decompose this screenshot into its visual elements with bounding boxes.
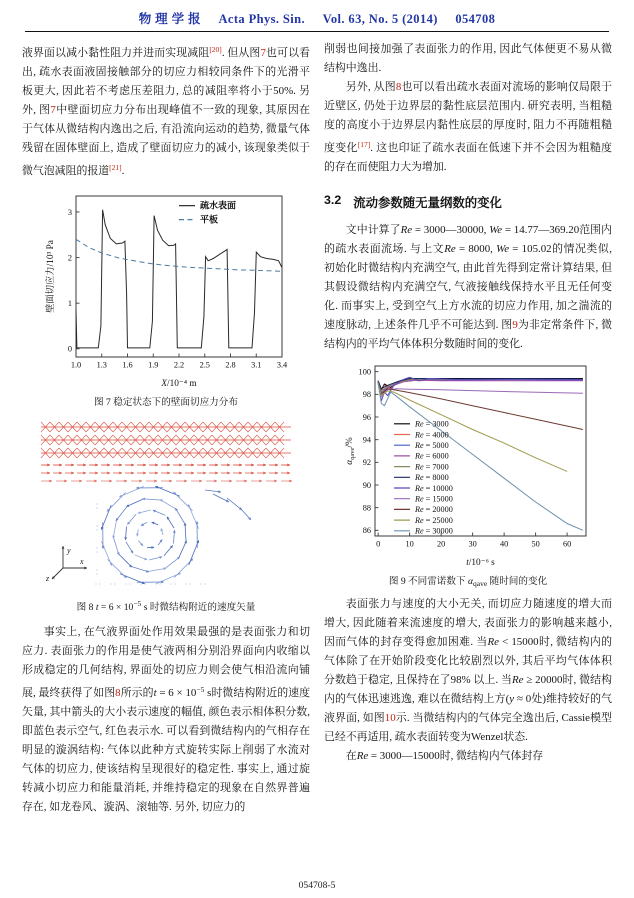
svg-text:10: 10: [405, 539, 414, 549]
paragraph-partial: 在Re = 3000—15000时, 微结构内气体封存: [345, 750, 544, 762]
svg-text:壁面切应力/10³ Pa: 壁面切应力/10³ Pa: [46, 240, 56, 313]
svg-text:98: 98: [362, 390, 371, 400]
svg-text:Re = 30000: Re = 30000: [414, 526, 453, 536]
paragraph: 另外, 从图8也可以看出疏水表面对流场的影响仅局限于近壁区, 仍处于边界层的黏性底层范围内. 研究表明, 当粗糙度的高度小于边界层内黏性底层的厚度时, 阻力不再随粗糙度变化[17]. 这也印证了疏水表面在低速下并不会因为粗糙度的存在而使阻力大为增加.: [324, 81, 612, 173]
svg-text:3.4: 3.4: [276, 360, 288, 370]
left-column: [22, 40, 310, 817]
svg-text:Re = 20000: Re = 20000: [414, 505, 453, 515]
right-column: [324, 40, 612, 817]
svg-text:30: 30: [468, 539, 477, 549]
svg-text:90: 90: [362, 480, 371, 490]
svg-text:1.3: 1.3: [96, 360, 107, 370]
page-number: 054708-5: [298, 880, 336, 891]
svg-text:3: 3: [67, 207, 72, 217]
svg-text:40: 40: [499, 539, 509, 549]
figure8-caption: 图 8 $t = 6 \times 10^{-5}$ s 时微结构附近的速度矢量: [76, 599, 256, 613]
svg-text:Re = 15000: Re = 15000: [414, 494, 453, 504]
section-number: 3.2: [324, 193, 342, 207]
svg-text:x: x: [80, 557, 84, 566]
svg-text:X/10⁻⁴ m: X/10⁻⁴ m: [161, 379, 197, 389]
svg-text:平板: 平板: [200, 214, 219, 225]
journal-title-cn: 物 理 学 报: [138, 12, 201, 26]
svg-text:Re = 25000: Re = 25000: [414, 515, 453, 525]
svg-text:0: 0: [67, 344, 72, 354]
figure7-caption: 图 7 稳定状态下的壁面切应力分布: [94, 397, 238, 408]
figure-7: [22, 189, 310, 391]
svg-text:1.0: 1.0: [70, 360, 82, 370]
paragraph: 表面张力与速度的大小无关, 而切应力随速度的增大而增大, 因此随着来流速度的增大, 表面张力的影响越来越小, 因而气体的封存变得愈加困难. 当Re < 15000时, 微结构内的气体除了在开始阶段变化比较剧烈以外, 其后平均气体体积分数趋于稳定, 且保持在了98% 以上. 当Re ≥ 20000时, 微结构内的气体迅速逃逸, 难以在微结构上方(y ≈ 0处)维持较好的气液界面, 如图10示. 当微结构内的气体完全逸出后, Cassie模型已经不再适用, 疏水表面转变为Wenzel状态.: [324, 598, 613, 743]
journal-issue: Vol. 63, No. 5 (2014): [322, 12, 438, 26]
section-title: 流动参数随无量纲数的变化: [353, 196, 502, 210]
journal-header: [0, 9, 634, 27]
svg-text:92: 92: [362, 458, 371, 468]
figure-9: [324, 360, 612, 570]
svg-text:0: 0: [376, 539, 381, 549]
svg-text:1.6: 1.6: [122, 360, 133, 370]
paragraph: 文中计算了Re = 3000—30000, We = 14.77—369.20范围内的疏水表面流场. 与上文Re = 8000, We = 105.02的情况类似, 初始化时微结构内充满空气, 由此首先得到定常计算结果, 但其假设微结构内充满空气, 气液接触线保持水平且无任何变化. 而事实上, 受到空气上方水流的切应力作用, 加之湍流的速度脉动, 上述条件几乎不可能达到. 图9为非定常条件下, 微结构内的平均气体体积分数随时间的变化.: [324, 224, 612, 350]
two-column-body: [22, 40, 612, 817]
article-number: 054708: [455, 12, 496, 26]
paragraph: 事实上, 在气液界面处作用效果最强的是表面张力和切应力. 表面张力的作用是使气液两相分别沿界面向内收缩以形成稳定的几何结构, 界面处的切应力则会使气相沿流向铺展, 最终获得了如图8所示的$t = 6 \times 10^{-5}$ s时微结构附近的速度矢量, 其中箭头的大小表示速度的幅值, 颜色表示相体积分数, 即蓝色表示空气, 红色表示水. 可以看到微结构内的气相存在明显的漩涡结构: 气体以此种方式旋转实际上削弱了水流对气体的切应力, 使该结构呈现很好的稳定性. 事实上, 通过旋转减小切应力和能量消耗, 并维持稳定的现象在自然界普遍存在, 如龙卷风、漩涡、滚轴等. 另外, 切应力的: [22, 626, 310, 813]
svg-text:αqave/%: $\alpha_{qave}/\%$: [345, 437, 357, 465]
svg-text:2.8: 2.8: [225, 360, 236, 370]
svg-text:96: 96: [362, 412, 371, 422]
svg-text:Re = 4000: Re = 4000: [414, 430, 449, 440]
svg-text:1.9: 1.9: [148, 360, 159, 370]
svg-text:t/10⁻⁶ s: t/10⁻⁶ s: [466, 558, 495, 568]
figure9-caption: 图 9 不同雷诺数下 $\alpha_{qave}$ 随时间的变化: [388, 576, 548, 588]
svg-text:2: 2: [67, 253, 72, 263]
header-rule: [25, 31, 609, 32]
figure7-shear-stress-chart: [40, 189, 292, 391]
svg-text:Re = 8000: Re = 8000: [414, 473, 449, 483]
paragraph-continuation: 液界面以减小黏性阻力并进而实现减阻[20]. 但从图7也可以看出, 疏水表面液固接触部分的切应力相较同条件下的光滑平板更大, 因此若不考虑压差阻力, 总的减阻率将小于50%. 另外, 图7中壁面切应力分布出现峰值不一致的现象, 其原因在于气体从微结构内逸出之后, 有沿流向运动的趋势, 微量气体残留在固体壁面上, 造成了壁面切应力的减小, 该现象类似于微气泡减阻的报道[21].: [22, 45, 310, 177]
svg-text:20: 20: [436, 539, 446, 549]
svg-text:94: 94: [362, 435, 371, 445]
svg-text:60: 60: [562, 539, 572, 549]
svg-text:88: 88: [362, 503, 371, 513]
svg-text:Re = 7000: Re = 7000: [414, 462, 449, 472]
figure8-velocity-vector-field: [37, 418, 295, 596]
svg-text:Re = 10000: Re = 10000: [414, 483, 453, 493]
svg-text:Re = 6000: Re = 6000: [414, 451, 449, 461]
svg-text:Re = 5000: Re = 5000: [414, 441, 449, 450]
journal-title-en: Acta Phys. Sin.: [218, 12, 306, 26]
svg-text:疏水表面: 疏水表面: [200, 200, 237, 211]
svg-text:86: 86: [362, 526, 371, 536]
svg-text:2.5: 2.5: [199, 360, 210, 370]
section-heading: [324, 193, 612, 211]
svg-text:2.2: 2.2: [173, 360, 185, 370]
paragraph-continuation: 削弱也间接加强了表面张力的作用, 因此气体便更不易从微结构中逸出.: [324, 43, 612, 74]
svg-text:y: y: [67, 546, 71, 555]
svg-text:1: 1: [67, 298, 72, 308]
svg-text:3.1: 3.1: [251, 360, 262, 370]
svg-text:100: 100: [358, 367, 371, 377]
figure-8: [22, 418, 310, 596]
svg-text:50: 50: [531, 539, 540, 549]
svg-text:Re = 3000: Re = 3000: [414, 419, 449, 429]
svg-text:z: z: [46, 574, 50, 583]
figure9-gas-fraction-chart: [341, 360, 595, 570]
